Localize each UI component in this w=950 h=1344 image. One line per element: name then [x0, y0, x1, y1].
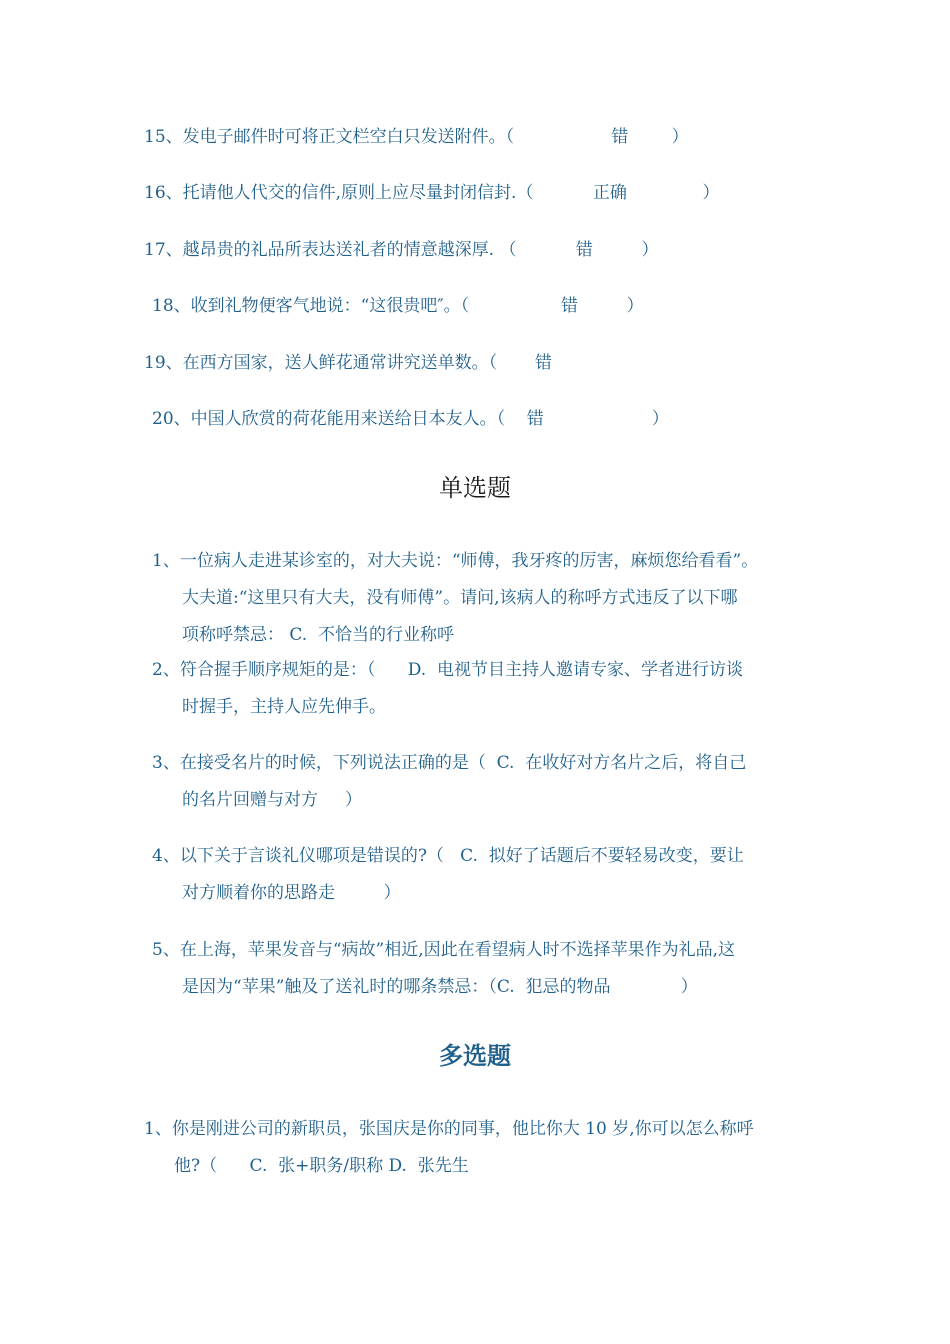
single-q2-line2: 时握手，主持人应先伸手。 [182, 697, 386, 717]
single-q1-line2: 大夫道:“这里只有大夫，没有师傅”。请问,该病人的称呼方式违反了以下哪 [182, 588, 738, 608]
multi-choice-heading: 多选题 [439, 1041, 511, 1070]
tf-q20: 20、中国人欣赏的荷花能用来送给日本友人。（ 错 ） [152, 409, 669, 429]
single-q4-line1: 4、以下关于言谈礼仪哪项是错误的?（ C. 拟好了话题后不要轻易改变，要让 [152, 846, 744, 866]
multi-q1-line2: 他?（ C. 张+职务/职称 D. 张先生 [174, 1156, 469, 1176]
single-q4-line2: 对方顺着你的思路走 ） [182, 883, 401, 903]
single-q3-line2: 的名片回赠与对方 ） [182, 790, 363, 810]
single-q1-line1: 1、一位病人走进某诊室的，对大夫说：“师傅，我牙疼的厉害，麻烦您给看看”。 [152, 551, 759, 571]
single-q3-line1: 3、在接受名片的时候，下列说法正确的是（ C. 在收好对方名片之后，将自己 [152, 753, 747, 773]
tf-q19: 19、在西方国家，送人鲜花通常讲究送单数。（ 错 [144, 353, 552, 373]
single-q5-line1: 5、在上海，苹果发音与“病故”相近,因此在看望病人时不选择苹果作为礼品,这 [152, 940, 736, 960]
tf-q16: 16、托请他人代交的信件,原则上应尽量封闭信封.（ 正确 ） [144, 183, 720, 203]
single-q1-line3: 项称呼禁忌： C. 不恰当的行业称呼 [182, 625, 455, 645]
tf-q15: 15、发电子邮件时可将正文栏空白只发送附件。（ 错 ） [144, 127, 689, 147]
single-q5-line2: 是因为“苹果”触及了送礼时的哪条禁忌：（C. 犯忌的物品 ） [182, 977, 698, 997]
tf-q18: 18、收到礼物便客气地说：“这很贵吧″。（ 错 ） [152, 296, 644, 316]
single-choice-heading: 单选题 [439, 474, 511, 502]
tf-q17: 17、越昂贵的礼品所表达送礼者的情意越深厚. （ 错 ） [144, 240, 659, 260]
multi-q1-line1: 1、你是刚进公司的新职员，张国庆是你的同事，他比你大 10 岁,你可以怎么称呼 [144, 1119, 754, 1139]
single-q2-line1: 2、符合握手顺序规矩的是：（ D. 电视节目主持人邀请专家、学者进行访谈 [152, 660, 743, 680]
